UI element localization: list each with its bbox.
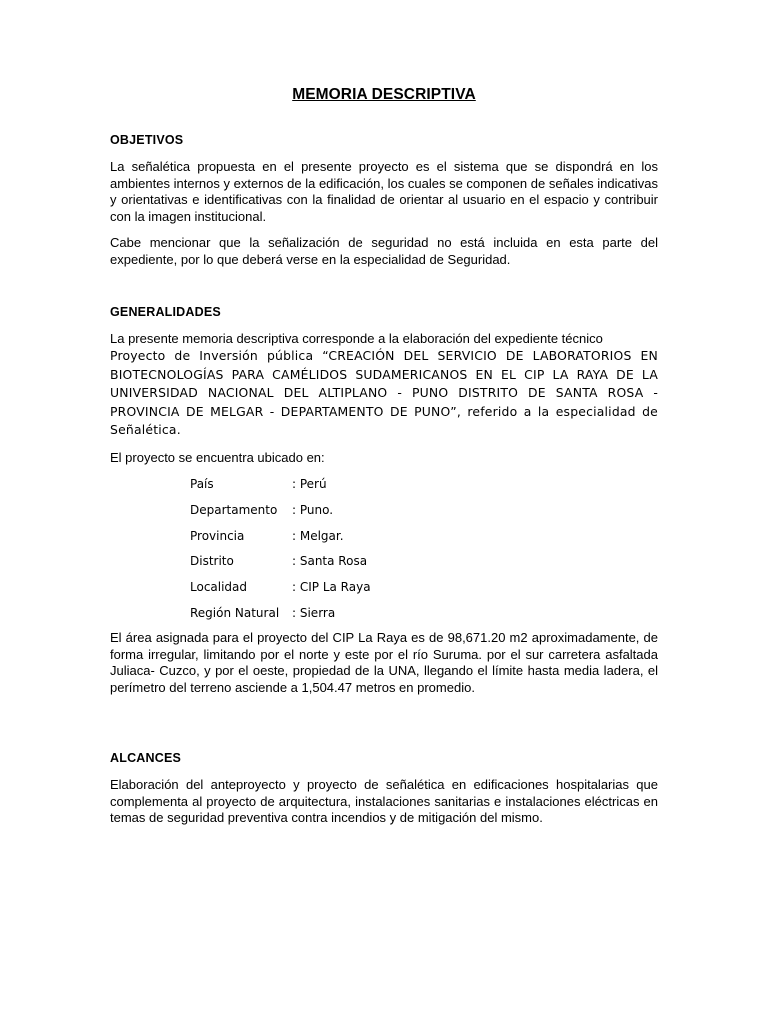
location-label: Distrito [190, 554, 234, 568]
location-value: : Santa Rosa [292, 554, 368, 568]
section-heading-objetivos: OBJETIVOS [110, 133, 184, 147]
location-label: Localidad [190, 580, 248, 594]
generalidades-paragraph-project: Proyecto de Inversión pública “CREACIÓN DEL SERVICIO DE LABORATORIOS EN BIOTECNOLOGÍAS PARA CAMÉLIDOS SUDAMERICANOS EN EL CIP LA RAYA DE LA UNIVERSIDAD NACIONAL DEL ALTIPLANO - PUNO DISTRITO DE SANTA ROSA - PROVINCIA DE MELGAR - DEPARTAMENTO DE PUNO”, referido a la especialidad de Señalética. [110, 348, 658, 438]
location-value: : Puno. [292, 503, 334, 517]
location-label: Provincia [190, 529, 245, 543]
page-title: MEMORIA DESCRIPTIVA [292, 86, 476, 103]
location-label: Departamento [190, 503, 278, 517]
location-value: : Sierra [292, 606, 336, 620]
location-value: : Melgar. [292, 529, 344, 543]
generalidades-paragraph-area: El área asignada para el proyecto del CIP La Raya es de 98,671.20 m2 aproximadamente, de forma irregular, limitando por el norte y este por el río Suruma. por el sur carretera asfaltada Juliaca- Cuzco, y por el oeste, propiedad de la UNA, llegando el límite hasta media ladera, el perímetro del terreno asciende a 1,504.47 metros en promedio. [110, 630, 658, 696]
location-value: : Perú [292, 477, 327, 491]
generalidades-paragraph-location-intro: El proyecto se encuentra ubicado en: [110, 450, 325, 465]
objetivos-paragraph-2: Cabe mencionar que la señalización de seguridad no está incluida en esta parte del expediente, por lo que deberá verse en la especialidad de Seguridad. [110, 235, 658, 267]
location-value: : CIP La Raya [292, 580, 371, 594]
location-label: Región Natural [190, 606, 280, 620]
section-heading-alcances: ALCANCES [110, 751, 182, 765]
objetivos-paragraph-1: La señalética propuesta en el presente proyecto es el sistema que se dispondrá en los ambientes internos y externos de la edificación, los cuales se componen de señales indicativas y orientativas e identificativas con la finalidad de orientar al usuario en el espacio y contribuir con la imagen institucional. [110, 159, 658, 225]
section-heading-generalidades: GENERALIDADES [110, 305, 221, 319]
alcances-paragraph-1: Elaboración del anteproyecto y proyecto de señalética en edificaciones hospitalarias que complementa al proyecto de arquitectura, instalaciones sanitarias e instalaciones eléctricas en temas de seguridad preventiva contra incendios y de mitigación del mismo. [110, 777, 658, 826]
generalidades-paragraph-intro: La presente memoria descriptiva corresponde a la elaboración del expediente técnico [110, 331, 603, 346]
location-label: País [190, 477, 214, 491]
